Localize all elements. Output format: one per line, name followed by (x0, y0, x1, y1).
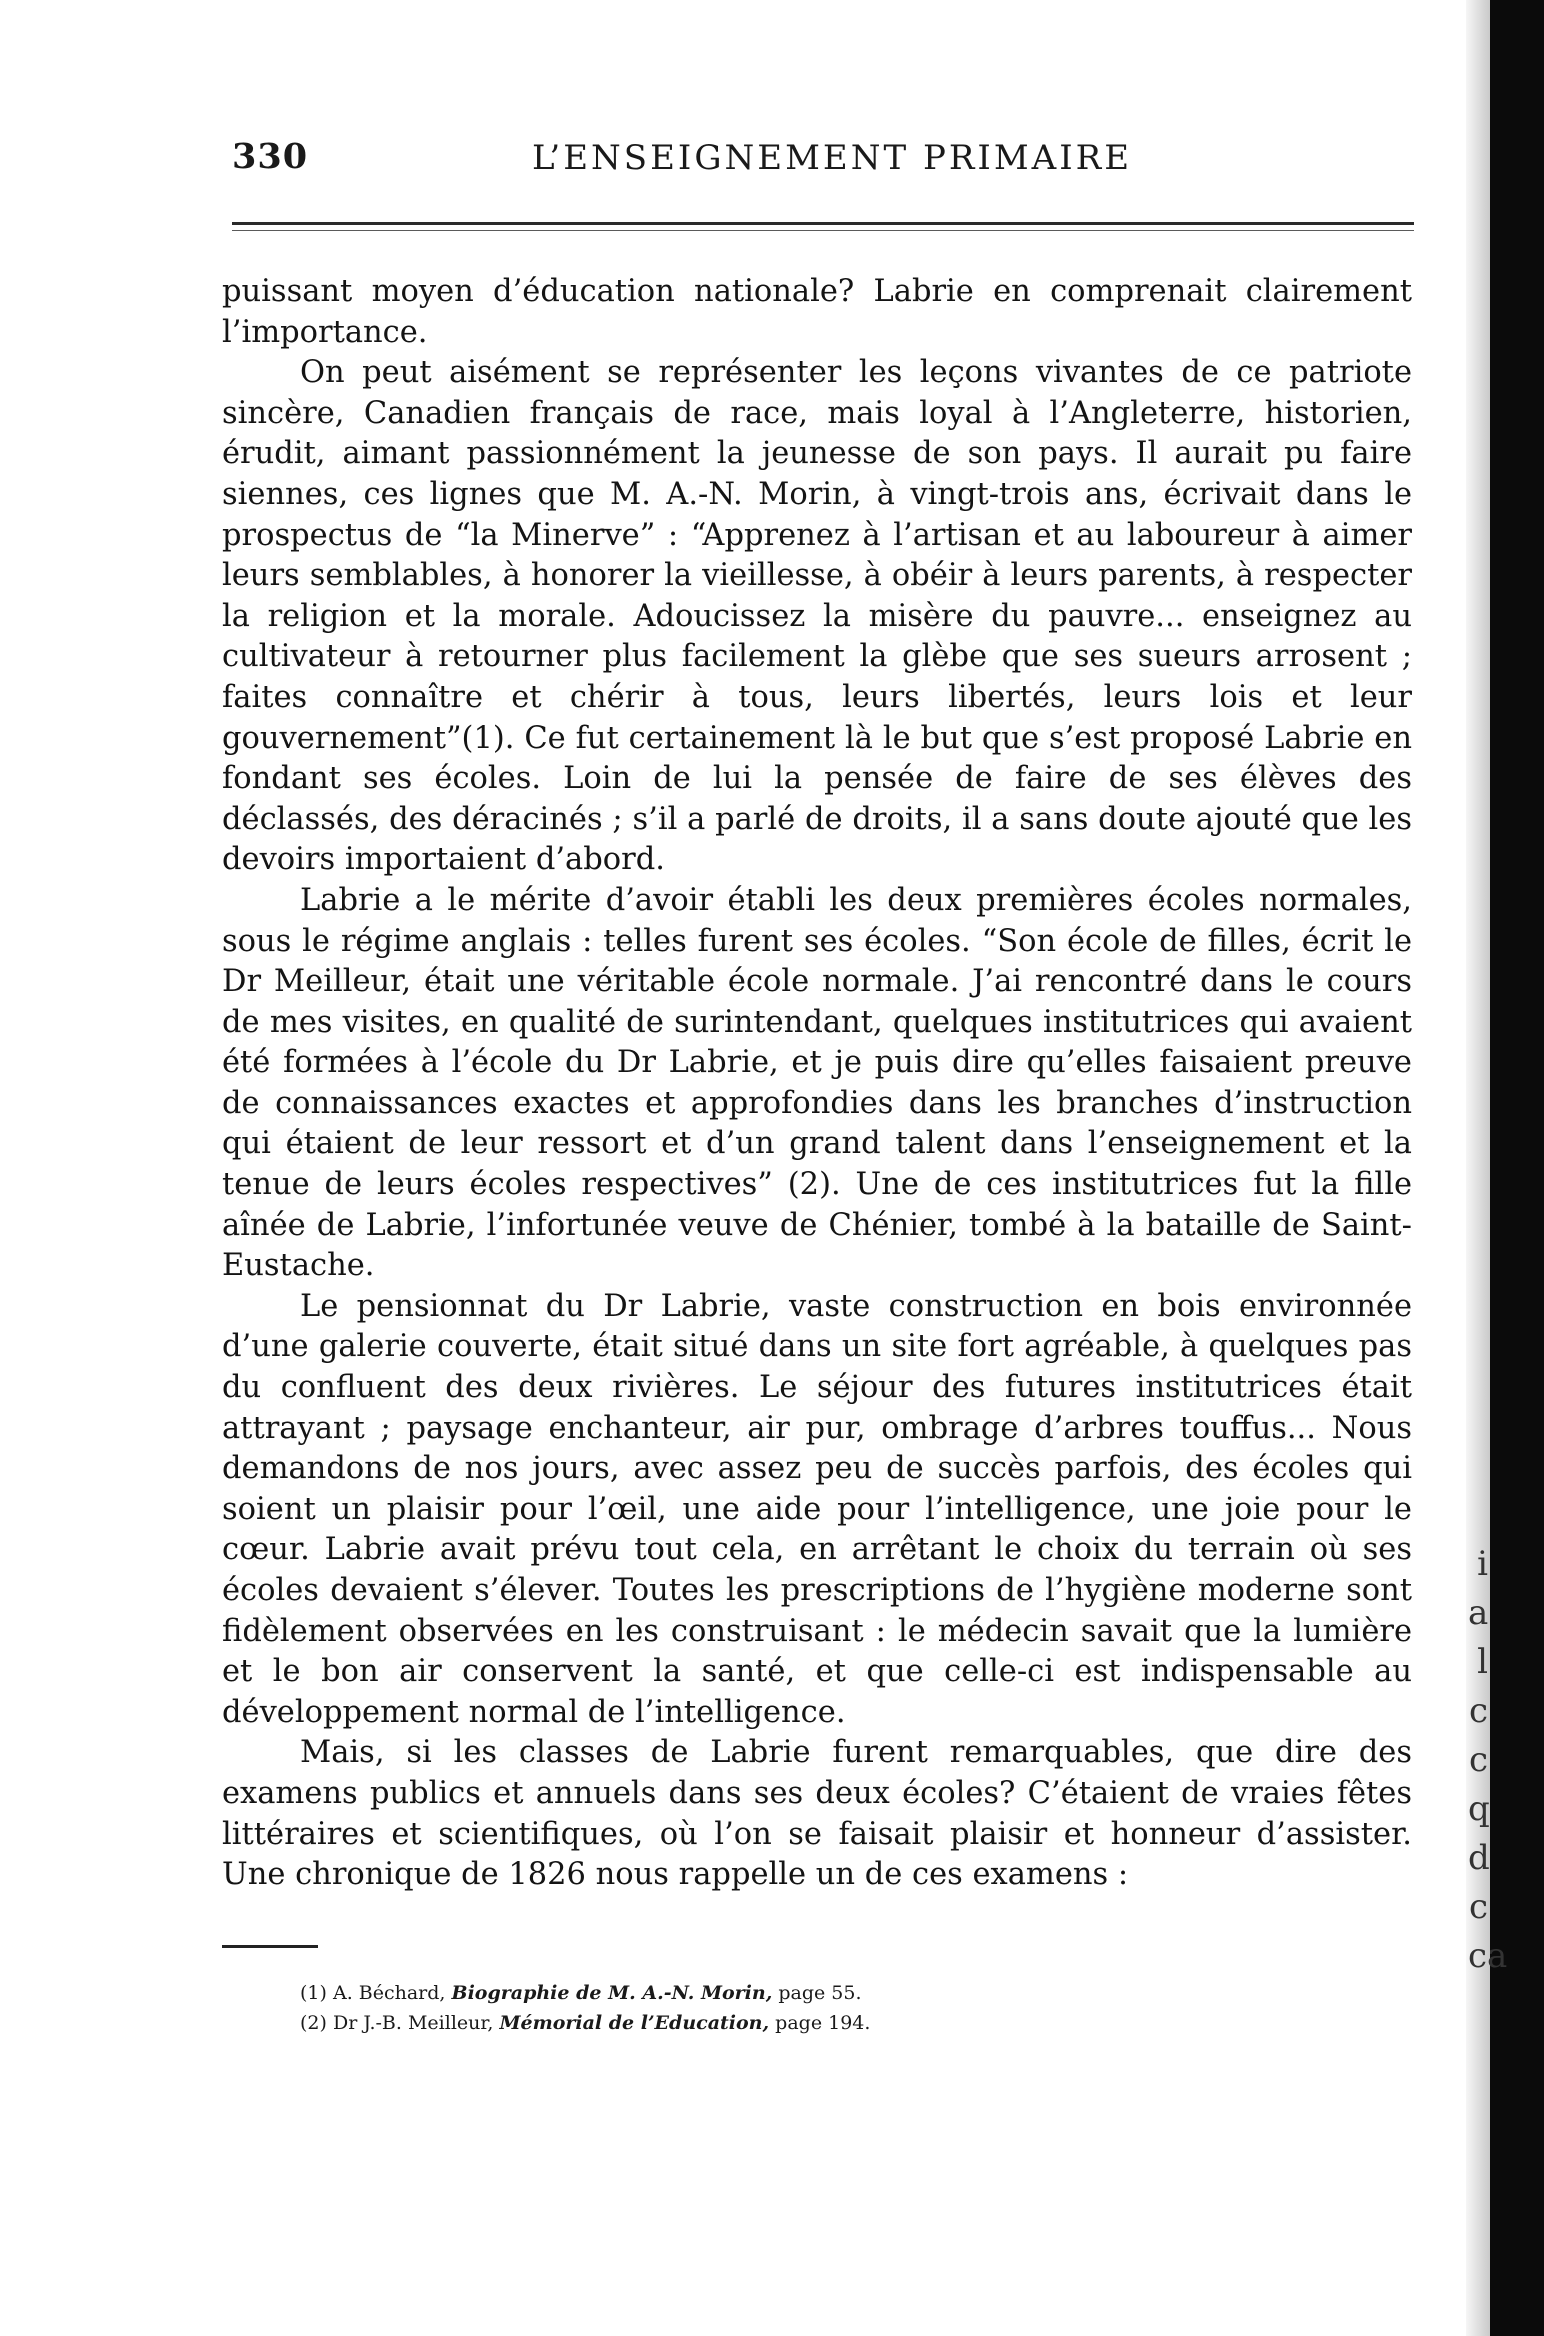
footnote-title: Biographie de M. A.-N. Morin, (451, 1982, 773, 2004)
page-number: 330 (232, 136, 309, 177)
footnotes (300, 1978, 1300, 2038)
footnote-rule (222, 1945, 318, 1948)
footnote (300, 1978, 1300, 2008)
bleed-letter: c (1468, 1691, 1488, 1731)
body-text (222, 272, 1412, 1896)
footnote-marker: (2) (300, 2012, 327, 2034)
page-header (232, 136, 1414, 194)
bleed-letter: c (1468, 1740, 1488, 1780)
footnote-title: Mémorial de l’Education, (499, 2012, 770, 2034)
bleed-letter: i (1477, 1544, 1488, 1584)
footnote-author: A. Béchard, (332, 1982, 446, 2004)
page-edge-shadow (1466, 0, 1508, 2336)
bleed-letter: a (1468, 1593, 1489, 1633)
footnote (300, 2008, 1300, 2038)
bleed-letter: l (1477, 1642, 1488, 1682)
paragraph: Labrie a le mérite d’avoir établi les deux premières écoles normales, sous le régime anglais : telles furent ses écoles. “Son école de filles, écrit le Dr Meilleur, était une véritable école normale. J’ai rencontré dans le cours de mes visites, en qualité de surintendant, quelques institutrices qui avaient été formées à l’école du Dr Labrie, et je puis dire qu’elles faisaient preuve de connaissances exactes et approfondies dans les branches d’instruction qui étaient de leur ressort et d’un grand talent dans l’enseignement et la tenue de leurs écoles respectives” (2). Une de ces institutrices fut la fille aînée de Labrie, l’infortunée veuve de Chénier, tombé à la bataille de Saint-Eustache. (222, 882, 1412, 1284)
header-rule (232, 222, 1414, 225)
paragraph: Le pensionnat du Dr Labrie, vaste construction en bois environnée d’une galerie couverte, était situé dans un site fort agréable, à quelques pas du confluent des deux rivières. Le séjour des futures institutrices était attrayant ; paysage enchanteur, air pur, ombrage d’arbres touffus... Nous demandons de nos jours, avec assez peu de succès parfois, des écoles qui soient un plaisir pour l’œil, une aide pour l’intelligence, une joie pour le cœur. Labrie avait prévu tout cela, en arrêtant le choix du terrain où ses écoles devaient s’élever. Toutes les prescriptions de l’hygiène moderne sont fidèlement observées en les construisant : le médecin savait que la lumière et le bon air conservent la santé, et que celle-ci est indispensable au développement normal de l’intelligence. (222, 1288, 1412, 1730)
footnote-marker: (1) (300, 1982, 327, 2004)
paragraph: On peut aisément se représenter les leçons vivantes de ce patriote sincère, Canadien français de race, mais loyal à l’Angleterre, historien, érudit, aimant passionnément la jeunesse de son pays. Il aurait pu faire siennes, ces lignes que M. A.-N. Morin, à vingt-trois ans, écrivait dans le prospectus de “la Minerve” : “Apprenez à l’artisan et au laboureur à aimer leurs semblables, à honorer la vieillesse, à obéir à leurs parents, à respecter la religion et la morale. Adoucissez la misère du pauvre... enseignez au cultivateur à retourner plus facilement la glèbe que ses sueurs arrosent ; faites connaître et chérir à tous, leurs libertés, leurs lois et leur gouvernement”(1). Ce fut certainement là le but que s’est proposé Labrie en fondant ses écoles. Loin de lui la pensée de faire de ses élèves des déclassés, des déracinés ; s’il a parlé de droits, il a sans doute ajouté que les devoirs importaient d’abord. (222, 355, 1412, 878)
adjacent-page-bleed (1468, 1540, 1508, 1976)
bleed-letter: d (1468, 1838, 1490, 1878)
footnote-page: page 194. (775, 2012, 871, 2034)
bleed-letter: q (1468, 1789, 1490, 1829)
footnote-author: Dr J.-B. Meilleur, (332, 2012, 494, 2034)
bleed-letter: c (1468, 1887, 1488, 1927)
paragraph: puissant moyen d’éducation nationale? Labrie en comprenait clairement l’importance. (222, 274, 1412, 350)
header-rule-thin (232, 230, 1414, 231)
bleed-letter: ca (1468, 1936, 1508, 1976)
running-head: L’ENSEIGNEMENT PRIMAIRE (532, 138, 1133, 178)
footnote-page: page 55. (778, 1982, 862, 2004)
paragraph: Mais, si les classes de Labrie furent remarquables, que dire des examens publics et annuels dans ses deux écoles? C’étaient de vraies fêtes littéraires et scientifiques, où l’on se faisait plaisir et honneur d’assister. Une chronique de 1826 nous rappelle un de ces examens : (222, 1735, 1412, 1893)
